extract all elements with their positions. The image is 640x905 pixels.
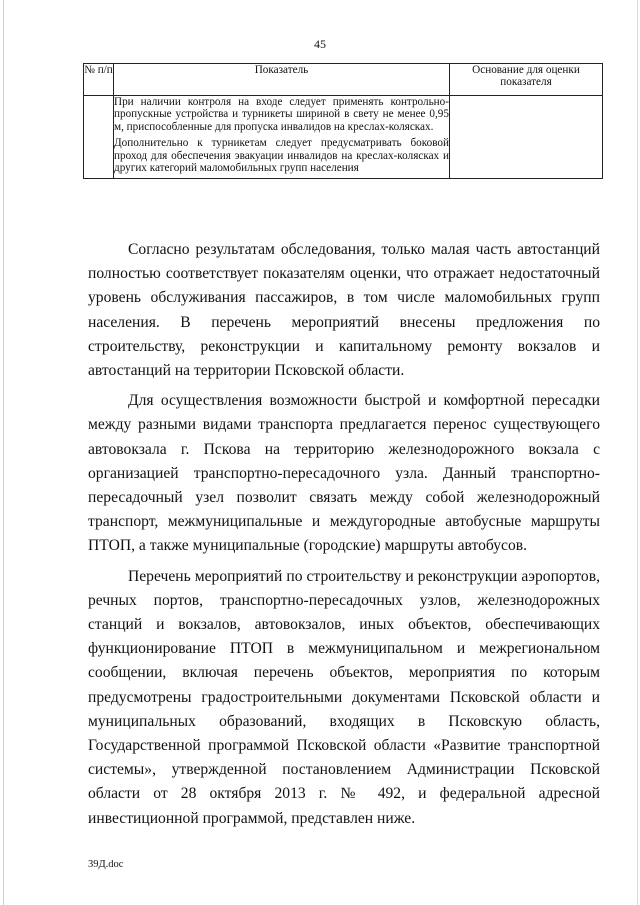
cell-indicator (114, 96, 450, 179)
table-header-row (84, 64, 603, 96)
body-paragraph: Согласно результатам обследования, только малая часть автостанций полностью соответствует показателям оценки, что отражает недостаточный уровень обслуживания пассажиров, в том числе маломобильных групп населения. В перечень мероприятий внесены предложения по строительству, реконструкции и капитальному ремонту вокзалов и автостанций на территории Псковской области. (88, 241, 600, 380)
body-paragraph: Перечень мероприятий по строительству и реконструкции аэропортов, речных портов, транспортно-пересадочных узлов, железнодорожных станций и вокзалов, автовокзалов, иных объектов, обеспечивающих функционирование ПТОП в межмуниципальном и межрегиональном сообщении, включая перечень объектов, мероприятия по которым предусмотрены градостроительными документами Псковской области и муниципальных образований, входящих в Псковскую область, Государственной программой Псковской области «Развитие транспортной системы», утвержденной постановлением Администрации Псковской области от 28 октября 2013 г. № 492, и федеральной адресной инвестиционной программой, представлен ниже. (88, 567, 600, 827)
page-edge-right (637, 0, 638, 905)
page-number: 45 (314, 37, 326, 51)
indicator-paragraph: При наличии контроля на входе следует применять контрольно- пропускные устройства и турникеты шириной в свету не менее 0,95 м, приспособленные для пропуска инвалидов на креслах-колясках. (114, 96, 449, 133)
body-text (88, 238, 600, 837)
table-row (84, 96, 603, 179)
header-number: № п/п (84, 64, 114, 96)
cell-number (84, 96, 114, 179)
header-basis: Основание для оценки показателя (450, 64, 603, 96)
cell-basis (450, 96, 603, 179)
indicators-table (83, 63, 603, 179)
footer-file-name: 39Д.doc (88, 859, 124, 870)
body-paragraph: Для осуществления возможности быстрой и комфортной пересадки между разными видами транспорта предлагается перенос существующего автовокзала г. Пскова на территорию железнодорожного вокзала с организацией транспортно-пересадочного узла. Данный транспортно-пересадочный узел позволит связать между собой железнодорожный транспорт, межмуниципальные и междугородные автобусные маршруты ПТОП, а также муниципальные (городские) маршруты автобусов. (88, 392, 600, 555)
indicator-paragraph: Дополнительно к турникетам следует предусматривать боковой проход для обеспечения эвакуации инвалидов на креслах-колясках и других категорий маломобильных групп населения (114, 137, 449, 175)
header-indicator: Показатель (114, 64, 450, 96)
page-edge-left (3, 0, 4, 905)
